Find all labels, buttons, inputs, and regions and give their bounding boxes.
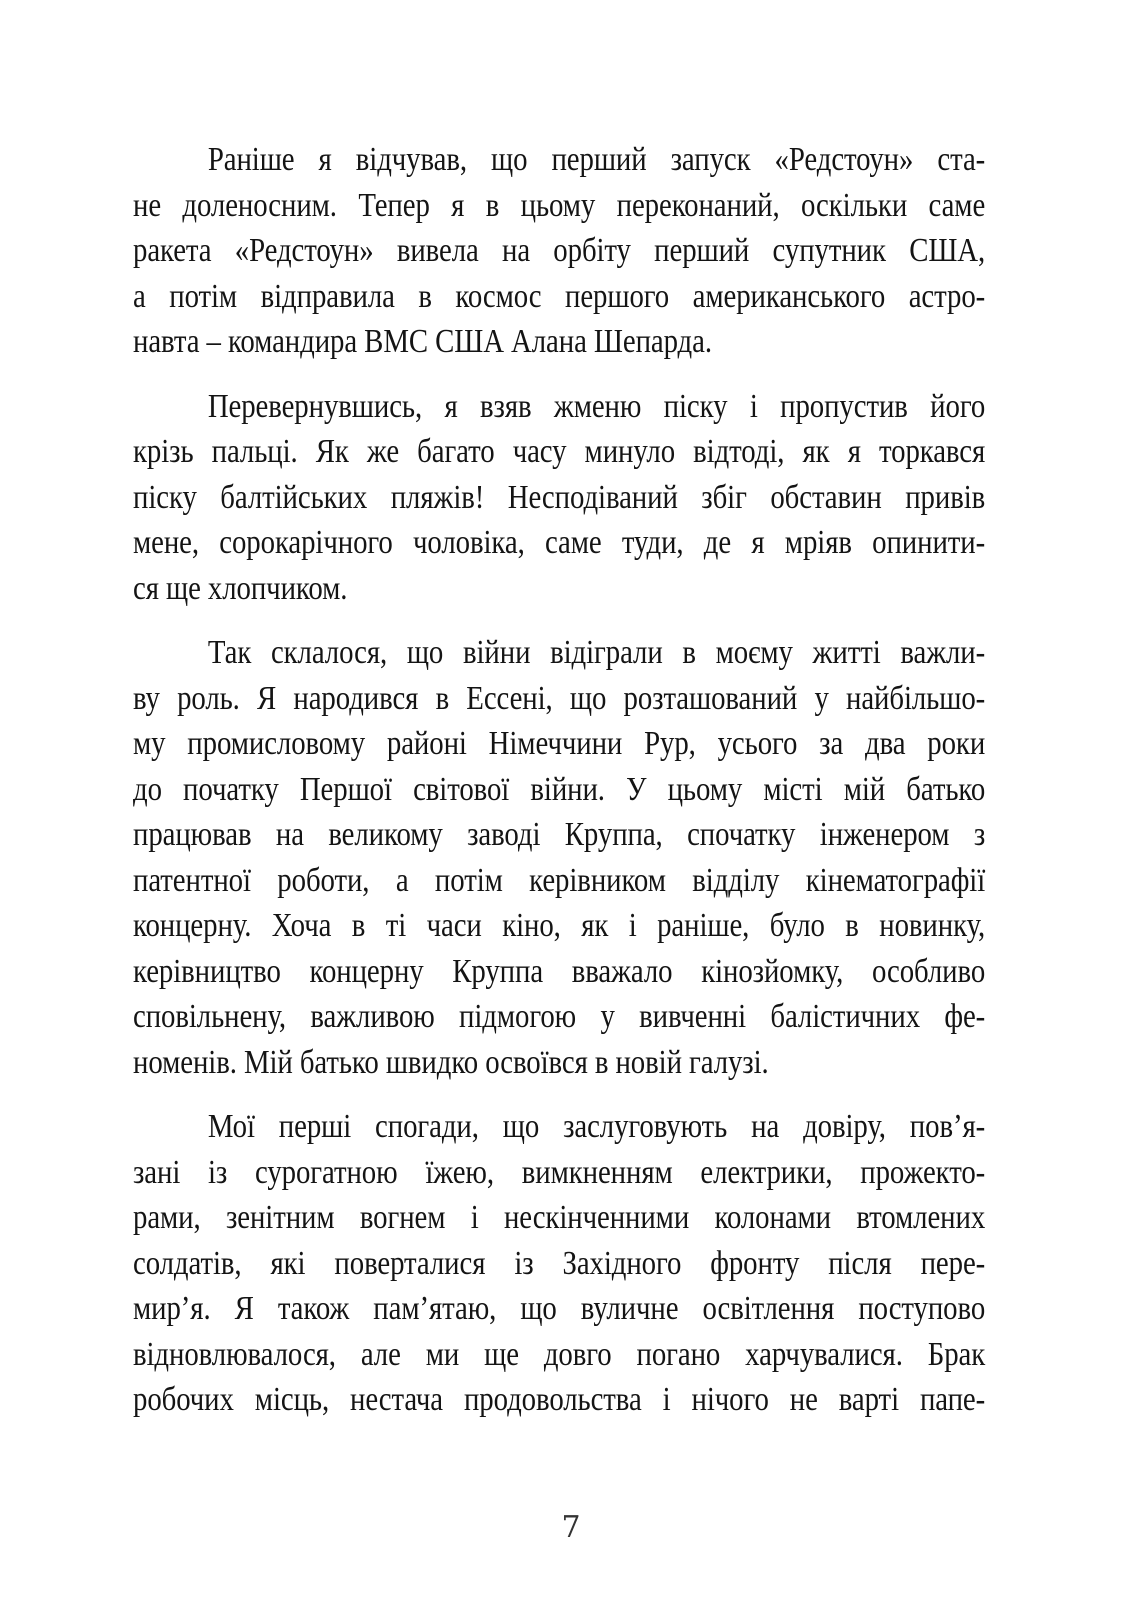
text-line: солдатів, які поверталися із Західного фронту після пере- [133,1244,986,1282]
text-line: відновлювалося, але ми ще довго погано харчувалися. Брак [133,1335,986,1373]
text-line: мир’я. Я також пам’ятаю, що вуличне освітлення поступово [133,1290,986,1327]
text-line: рами, зенітним вогнем і нескінченними колонами втомлених [133,1199,986,1236]
text-line: піску балтійських пляжів! Несподіваний збіг обставин привів [133,478,986,516]
paragraph-2 [133,384,985,612]
text-line: працював на великому заводі Круппа, спочатку інженером з [133,816,986,853]
text-line: Мої перші спогади, що заслуговують на довіру, пов’я- [207,1108,986,1145]
body-text [133,137,985,1442]
text-line: ракета «Редстоун» вивела на орбіту перший супутник США, [133,232,986,269]
text-line: номенів. Мій батько швидко освоївся в новій галузі. [133,1043,769,1081]
text-line: до початку Першої світової війни. У цьому місті мій батько [133,770,986,808]
text-line: а потім відправила в космос першого американського астро- [133,277,986,315]
text-line: му промисловому районі Німеччини Рур, усього за два роки [133,725,986,762]
text-line: ся ще хлопчиком. [133,569,348,607]
paragraph-4 [133,1104,985,1423]
text-line: навта – командира ВМС США Алана Шепарда. [133,323,712,360]
text-line: Раніше я відчував, що перший запуск «Редстоун» ста- [207,141,986,178]
text-line: ву роль. Я народився в Ессені, що розташований у найбільшо- [133,679,986,717]
text-line: зані із сурогатною їжею, вимкненням електрики, прожекто- [133,1153,986,1191]
paragraph-1 [133,137,985,365]
text-line: Так склалося, що війни відіграли в моєму житті важли- [207,634,986,671]
text-line: керівництво концерну Круппа вважало кінозйомку, особливо [133,952,986,990]
page-number: 7 [561,1510,581,1545]
text-line: крізь пальці. Як же багато часу минуло відтоді, як я торкався [133,433,986,470]
text-line: Перевернувшись, я взяв жменю піску і пропустив його [207,387,986,425]
text-line: робочих місць, нестача продовольства і нічого не варті папе- [133,1381,986,1418]
text-line: не доленосним. Тепер я в цьому переконаний, оскільки саме [133,186,986,224]
text-line: патентної роботи, а потім керівником відділу кінематографії [133,861,986,899]
text-line: концерну. Хоча в ті часи кіно, як і раніше, було в новинку, [133,907,986,944]
text-line: мене, сорокарічного чоловіка, саме туди, де я мріяв опинити- [133,524,986,561]
paragraph-3 [133,630,985,1085]
text-line: сповільнену, важливою підмогою у вивченні балістичних фе- [133,998,986,1035]
